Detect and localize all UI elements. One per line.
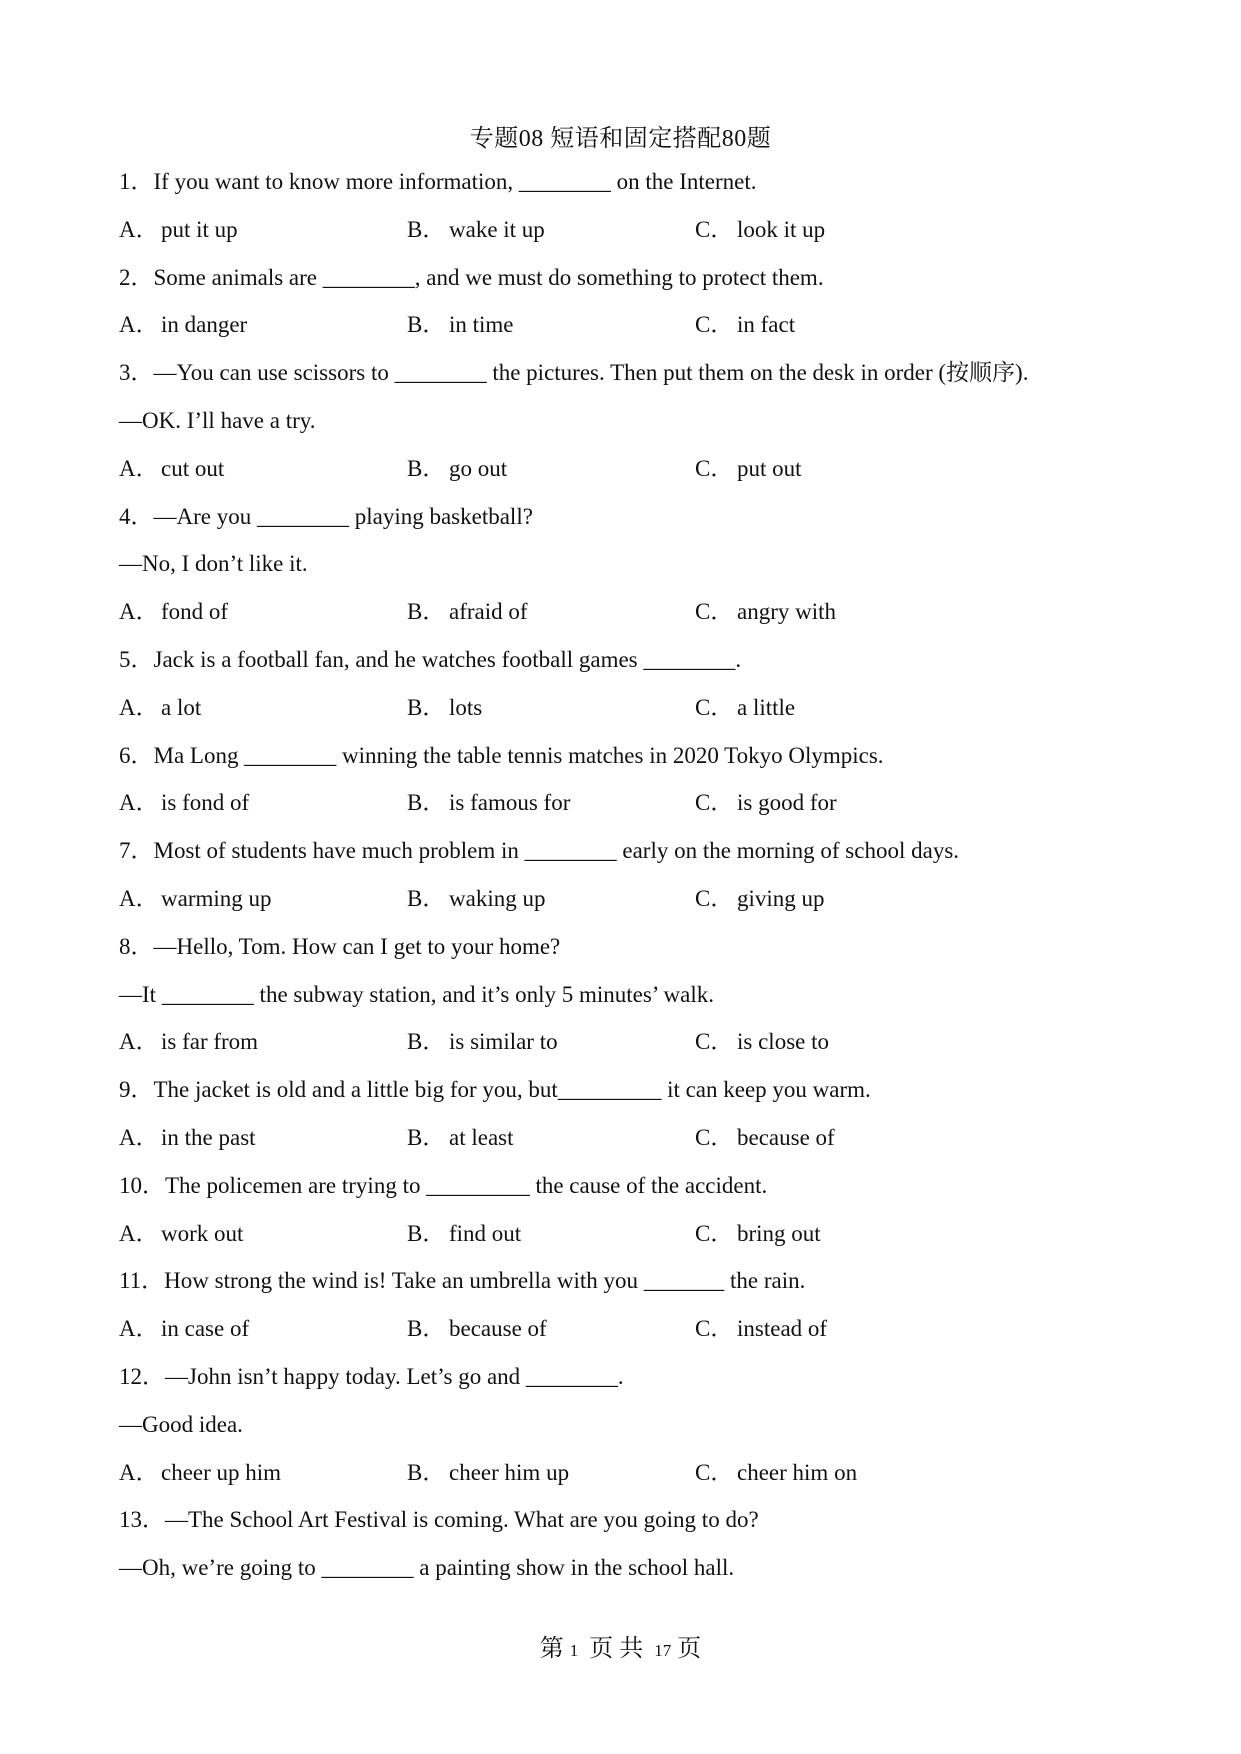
option-letter: A． xyxy=(119,1316,159,1342)
option-letter: C． xyxy=(695,312,734,338)
option-text: cheer him on xyxy=(737,1459,858,1485)
option-text: is fond of xyxy=(161,790,250,816)
question-item xyxy=(119,931,1129,1074)
option-letter: A． xyxy=(119,1459,159,1485)
option-b xyxy=(407,1457,569,1489)
footer-suffix: 页 xyxy=(677,1636,702,1662)
option-c xyxy=(695,787,837,819)
question-item xyxy=(119,1361,1129,1504)
option-letter: A． xyxy=(119,885,159,911)
option-text: is famous for xyxy=(449,790,571,816)
option-c xyxy=(695,1026,829,1058)
option-a xyxy=(119,1313,249,1345)
question-stem: 6．Ma Long ________ winning the table tennis matches in 2020 Tokyo Olympics. xyxy=(119,742,884,768)
option-c xyxy=(695,596,836,628)
option-b xyxy=(407,883,545,915)
option-text: because of xyxy=(449,1316,547,1342)
question-item xyxy=(119,166,1129,262)
question-stem: 2．Some animals are ________, and we must do something to protect them. xyxy=(119,264,824,290)
option-text: instead of xyxy=(737,1316,828,1342)
option-text: afraid of xyxy=(449,599,528,625)
option-text: cheer up him xyxy=(161,1459,282,1485)
option-text: find out xyxy=(449,1220,522,1246)
option-letter: A． xyxy=(119,694,159,720)
question-dialogue-line: —It ________ the subway station, and it’s only 5 minutes’ walk. xyxy=(119,981,714,1007)
question-item xyxy=(119,1074,1129,1170)
option-text: in danger xyxy=(161,312,248,338)
option-text: a little xyxy=(737,694,796,720)
option-letter: C． xyxy=(695,1316,734,1342)
option-a xyxy=(119,214,238,246)
option-text: angry with xyxy=(737,599,837,625)
option-text: waking up xyxy=(449,885,546,911)
option-letter: A． xyxy=(119,455,159,481)
option-a xyxy=(119,309,247,341)
question-stem: 7．Most of students have much problem in ________ early on the morning of school days. xyxy=(119,838,960,864)
option-row xyxy=(119,692,1129,740)
option-text: is far from xyxy=(161,1029,259,1055)
question-item xyxy=(119,644,1129,740)
question-item xyxy=(119,1170,1129,1266)
option-letter: C． xyxy=(695,216,734,242)
question-list xyxy=(119,166,1129,1600)
option-c xyxy=(695,453,802,485)
option-a xyxy=(119,787,249,819)
option-row xyxy=(119,1218,1129,1266)
option-b xyxy=(407,1313,547,1345)
footer-mid: 页 共 xyxy=(589,1636,644,1662)
option-letter: A． xyxy=(119,599,159,625)
option-letter: B． xyxy=(407,1124,446,1150)
option-text: fond of xyxy=(161,599,229,625)
option-row xyxy=(119,596,1129,644)
option-letter: B． xyxy=(407,1316,446,1342)
question-stem: 4．—Are you ________ playing basketball? xyxy=(119,503,533,529)
option-b xyxy=(407,214,545,246)
option-c xyxy=(695,883,825,915)
option-b xyxy=(407,309,514,341)
option-letter: B． xyxy=(407,885,446,911)
option-b xyxy=(407,1218,521,1250)
page-title: 专题08 短语和固定搭配80题 xyxy=(469,126,772,152)
option-letter: B． xyxy=(407,455,446,481)
option-c xyxy=(695,692,795,724)
option-b xyxy=(407,1122,514,1154)
question-dialogue-line: —Oh, we’re going to ________ a painting show in the school hall. xyxy=(119,1555,735,1581)
option-text: is close to xyxy=(737,1029,829,1055)
option-letter: B． xyxy=(407,790,446,816)
option-text: in case of xyxy=(161,1316,250,1342)
option-text: is good for xyxy=(737,790,837,816)
footer-total-pages: 17 xyxy=(654,1641,672,1660)
option-letter: B． xyxy=(407,1220,446,1246)
option-row xyxy=(119,1122,1129,1170)
option-letter: A． xyxy=(119,216,159,242)
option-text: at least xyxy=(449,1124,514,1150)
option-a xyxy=(119,692,201,724)
question-dialogue-line: —No, I don’t like it. xyxy=(119,551,308,577)
option-row xyxy=(119,1026,1129,1074)
option-text: giving up xyxy=(737,885,825,911)
option-c xyxy=(695,1313,827,1345)
option-letter: C． xyxy=(695,599,734,625)
question-stem: 11．How strong the wind is! Take an umbrella with you _______ the rain. xyxy=(119,1268,806,1294)
option-row xyxy=(119,1313,1129,1361)
option-letter: C． xyxy=(695,885,734,911)
option-letter: C． xyxy=(695,455,734,481)
option-text: in fact xyxy=(737,312,796,338)
option-letter: C． xyxy=(695,1220,734,1246)
footer-prefix: 第 xyxy=(539,1636,564,1662)
question-item xyxy=(119,262,1129,358)
option-b xyxy=(407,596,528,628)
question-dialogue-line: —Good idea. xyxy=(119,1411,243,1437)
option-text: go out xyxy=(449,455,508,481)
footer-page-number: 1 xyxy=(569,1641,579,1660)
option-letter: B． xyxy=(407,1029,446,1055)
option-letter: A． xyxy=(119,1124,159,1150)
option-letter: A． xyxy=(119,1029,159,1055)
question-dialogue-line: —OK. I’ll have a try. xyxy=(119,407,316,433)
option-text: work out xyxy=(161,1220,244,1246)
option-text: cheer him up xyxy=(449,1459,570,1485)
option-text: bring out xyxy=(737,1220,821,1246)
option-text: look it up xyxy=(737,216,826,242)
option-a xyxy=(119,1026,258,1058)
question-stem: 10．The policemen are trying to _________ the cause of the accident. xyxy=(119,1172,768,1198)
question-stem: 3．—You can use scissors to ________ the pictures. Then put them on the desk in order (按顺序). xyxy=(119,360,1029,386)
option-letter: B． xyxy=(407,694,446,720)
option-c xyxy=(695,214,825,246)
option-row xyxy=(119,214,1129,262)
option-letter: B． xyxy=(407,312,446,338)
question-stem: 5．Jack is a football fan, and he watches football games ________. xyxy=(119,646,742,672)
question-item xyxy=(119,835,1129,931)
option-letter: C． xyxy=(695,1029,734,1055)
option-text: in time xyxy=(449,312,514,338)
option-text: is similar to xyxy=(449,1029,558,1055)
option-text: put out xyxy=(737,455,802,481)
option-letter: C． xyxy=(695,790,734,816)
option-letter: B． xyxy=(407,599,446,625)
option-a xyxy=(119,1122,256,1154)
option-letter: C． xyxy=(695,1124,734,1150)
option-a xyxy=(119,1218,243,1250)
question-stem: 8．—Hello, Tom. How can I get to your home? xyxy=(119,933,561,959)
option-a xyxy=(119,596,228,628)
option-a xyxy=(119,883,272,915)
option-text: because of xyxy=(737,1124,835,1150)
option-c xyxy=(695,1218,821,1250)
option-text: a lot xyxy=(161,694,202,720)
option-row xyxy=(119,883,1129,931)
question-item xyxy=(119,1265,1129,1361)
option-b xyxy=(407,787,570,819)
option-row xyxy=(119,1457,1129,1505)
option-text: in the past xyxy=(161,1124,256,1150)
option-c xyxy=(695,1122,835,1154)
option-text: warming up xyxy=(161,885,272,911)
option-letter: B． xyxy=(407,1459,446,1485)
option-a xyxy=(119,453,224,485)
question-item xyxy=(119,1504,1129,1600)
option-text: put it up xyxy=(161,216,238,242)
question-item xyxy=(119,357,1129,500)
option-letter: B． xyxy=(407,216,446,242)
option-row xyxy=(119,309,1129,357)
option-letter: A． xyxy=(119,312,159,338)
option-row xyxy=(119,453,1129,501)
option-b xyxy=(407,692,482,724)
option-b xyxy=(407,1026,558,1058)
option-text: wake it up xyxy=(449,216,545,242)
option-letter: C． xyxy=(695,1459,734,1485)
option-letter: A． xyxy=(119,1220,159,1246)
option-c xyxy=(695,1457,857,1489)
question-stem: 9．The jacket is old and a little big for you, but_________ it can keep you warm. xyxy=(119,1077,871,1103)
question-stem: 12．—John isn’t happy today. Let’s go and ________. xyxy=(119,1363,624,1389)
question-item xyxy=(119,501,1129,644)
question-item xyxy=(119,740,1129,836)
question-stem: 13．—The School Art Festival is coming. What are you going to do? xyxy=(119,1507,759,1533)
option-c xyxy=(695,309,795,341)
option-b xyxy=(407,453,507,485)
option-a xyxy=(119,1457,281,1489)
option-letter: A． xyxy=(119,790,159,816)
option-row xyxy=(119,787,1129,835)
option-text: cut out xyxy=(161,455,225,481)
question-stem: 1．If you want to know more information, ________ on the Internet. xyxy=(119,169,757,194)
option-text: lots xyxy=(449,694,483,720)
option-letter: C． xyxy=(695,694,734,720)
page-footer xyxy=(0,1628,1241,1663)
